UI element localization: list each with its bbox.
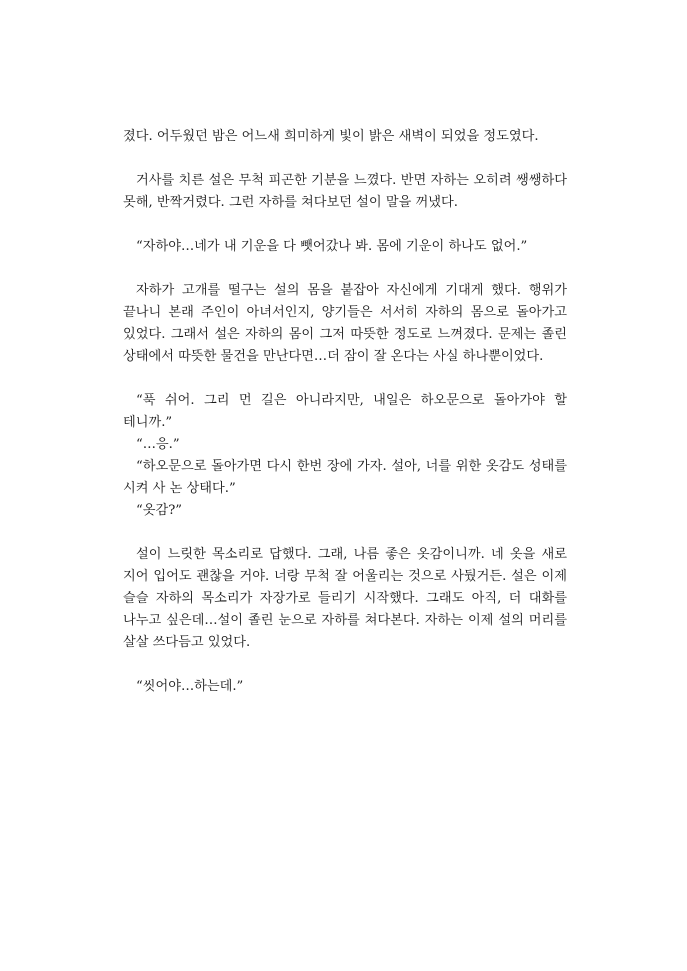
- dialogue-6: “씻어야…하는데.”: [136, 679, 244, 694]
- paragraph-4: 설이 느릿한 목소리로 답했다. 그래, 나름 좋은 옷감이니까. 네 옷을 새로 지어 입어도 괜찮을 거야. 너랑 무척 잘 어울리는 것으로 사뒀거든. 설은 이제 슬슬 자하의 목소리가 자장가로 들리기 시작했다. 그래도 아직, 더 대화를 나누고 싶은데…설이 졸린 눈으로 자하를 쳐다본다. 자하는 이제 설의 머리를 살살 쓰다듬고 있었다.: [123, 547, 567, 650]
- dialogue-3: “…응.”: [136, 437, 180, 452]
- dialogue-2: “푹 쉬어. 그리 먼 길은 아니라지만, 내일은 하오문으로 돌아가야 할 테니까.”: [123, 393, 567, 430]
- document-page: [123, 126, 567, 698]
- paragraph-3: 자하가 고개를 떨구는 설의 몸을 붙잡아 자신에게 기대게 했다. 행위가 끝나니 본래 주인이 아녀서인지, 양기들은 서서히 자하의 몸으로 돌아가고 있었다. 그래서 설은 자하의 몸이 그저 따뜻한 정도로 느껴졌다. 문제는 졸린 상태에서 따뜻한 물건을 만난다면…더 잠이 잘 온다는 사실 하나뿐이었다.: [123, 283, 567, 364]
- paragraph-2: 거사를 치른 설은 무척 피곤한 기분을 느꼈다. 반면 자하는 오히려 쌩쌩하다 못해, 반짝거렸다. 그런 자하를 쳐다보던 설이 말을 꺼냈다.: [123, 173, 567, 210]
- dialogue-5: “옷감?”: [136, 503, 183, 518]
- paragraph-1: 졌다. 어두웠던 밤은 어느새 희미하게 빛이 밝은 새벽이 되었을 정도였다.: [123, 129, 539, 144]
- dialogue-4: “하오문으로 돌아가면 다시 한번 장에 가자. 설아, 너를 위한 옷감도 성태를 시켜 사 논 상태다.”: [123, 459, 567, 496]
- dialogue-1: “자하야…네가 내 기운을 다 뺏어갔나 봐. 몸에 기운이 하나도 없어.”: [136, 239, 528, 254]
